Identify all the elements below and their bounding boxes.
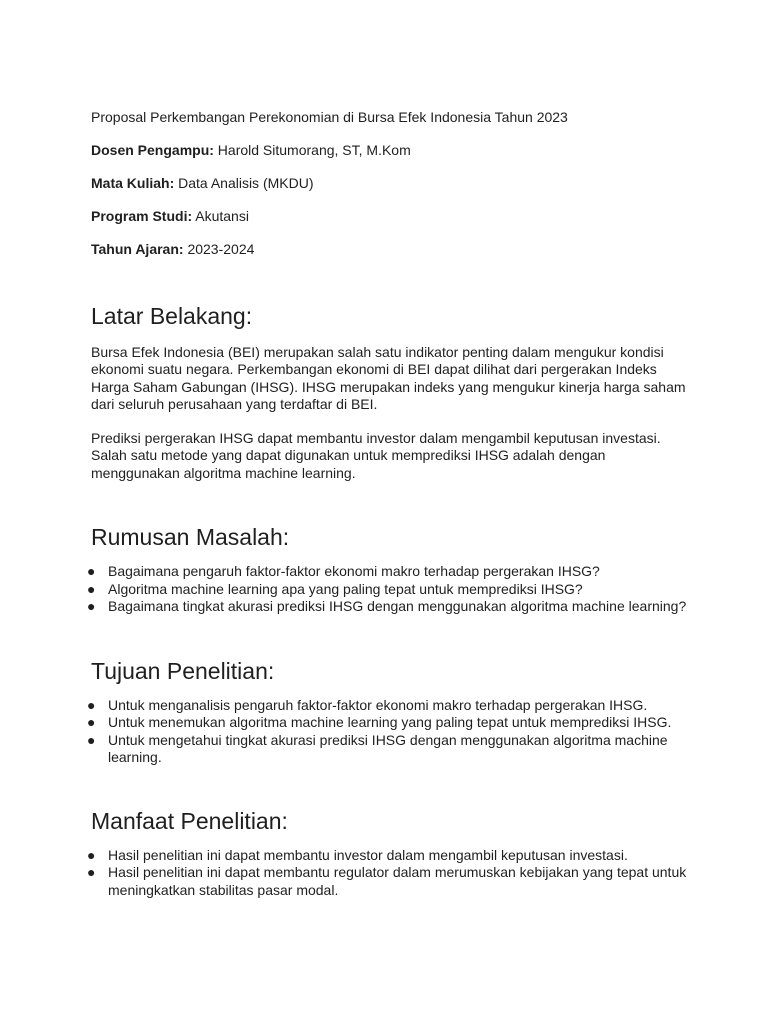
rumusan-masalah-list — [87, 563, 692, 616]
heading-manfaat-penelitian: Manfaat Penelitian: — [91, 807, 288, 834]
meta-program-studi — [91, 208, 692, 226]
meta-label: Dosen Pengampu: — [91, 142, 214, 158]
meta-dosen-pengampu — [91, 142, 692, 160]
list-item — [87, 696, 692, 715]
bullet-icon: ● — [87, 714, 96, 730]
paragraph: Bursa Efek Indonesia (BEI) merupakan salah satu indikator penting dalam mengukur kondisi ekonomi suatu negara. Perkembangan ekonomi di BEI dapat dilihat dari pergerakan Indeks Harga Saham Gabungan (IHSG). IHSG merupakan indeks yang mengukur kinerja harga saham dari seluruh perusahaan yang terdaftar di BEI. — [91, 343, 686, 412]
manfaat-penelitian-list — [87, 846, 692, 900]
paragraph: Prediksi pergerakan IHSG dapat membantu investor dalam mengambil keputusan investasi. Salah satu metode yang dapat digunakan untuk memprediksi IHSG adalah dengan menggunakan algoritma machine learning. — [91, 429, 661, 481]
bullet-icon: ● — [87, 846, 96, 863]
heading-rumusan-masalah: Rumusan Masalah: — [91, 524, 290, 550]
document-title: Proposal Perkembangan Perekonomian di Bursa Efek Indonesia Tahun 2023 — [91, 109, 568, 125]
bullet-icon: ● — [87, 598, 96, 614]
meta-label: Tahun Ajaran: — [91, 241, 184, 257]
tujuan-penelitian-list — [87, 696, 692, 767]
meta-value: 2023-2024 — [183, 241, 255, 257]
heading-latar-belakang: Latar Belakang: — [91, 302, 253, 329]
list-item-text: Untuk menganalisis pengaruh faktor-faktor ekonomi makro terhadap pergerakan IHSG. — [108, 696, 648, 713]
list-item-text: Untuk mengetahui tingkat akurasi prediksi IHSG dengan menggunakan algoritma machine learning. — [108, 731, 668, 765]
list-item-text: Bagaimana tingkat akurasi prediksi IHSG dengan menggunakan algoritma machine learning? — [108, 598, 687, 614]
meta-value: Akutansi — [192, 208, 249, 224]
heading-tujuan-penelitian: Tujuan Penelitian: — [91, 657, 275, 684]
bullet-icon: ● — [87, 580, 96, 597]
list-item-text: Algoritma machine learning apa yang paling tepat untuk memprediksi IHSG? — [108, 580, 583, 597]
meta-value: Data Analisis (MKDU) — [174, 175, 314, 191]
list-item — [87, 580, 692, 599]
list-item — [87, 864, 692, 899]
list-item — [87, 731, 692, 767]
bullet-icon: ● — [87, 696, 96, 713]
list-item — [87, 563, 692, 581]
meta-label: Program Studi: — [91, 208, 193, 224]
list-item-text: Hasil penelitian ini dapat membantu regulator dalam merumuskan kebijakan yang tepat untuk meningkatkan stabilitas pasar modal. — [108, 864, 687, 898]
list-item — [87, 714, 692, 732]
meta-mata-kuliah — [91, 175, 692, 193]
list-item-text: Bagaimana pengaruh faktor-faktor ekonomi makro terhadap pergerakan IHSG? — [108, 563, 600, 579]
list-item-text: Hasil penelitian ini dapat membantu investor dalam mengambil keputusan investasi. — [108, 846, 628, 863]
list-item — [87, 598, 692, 616]
bullet-icon: ● — [87, 731, 96, 748]
list-item — [87, 846, 692, 865]
meta-label: Mata Kuliah: — [91, 175, 175, 191]
bullet-icon: ● — [87, 563, 96, 579]
bullet-icon: ● — [87, 864, 96, 880]
meta-value: Harold Situmorang, ST, M.Kom — [213, 142, 411, 158]
meta-tahun-ajaran — [91, 241, 692, 259]
list-item-text: Untuk menemukan algoritma machine learning yang paling tepat untuk memprediksi IHSG. — [108, 714, 672, 730]
